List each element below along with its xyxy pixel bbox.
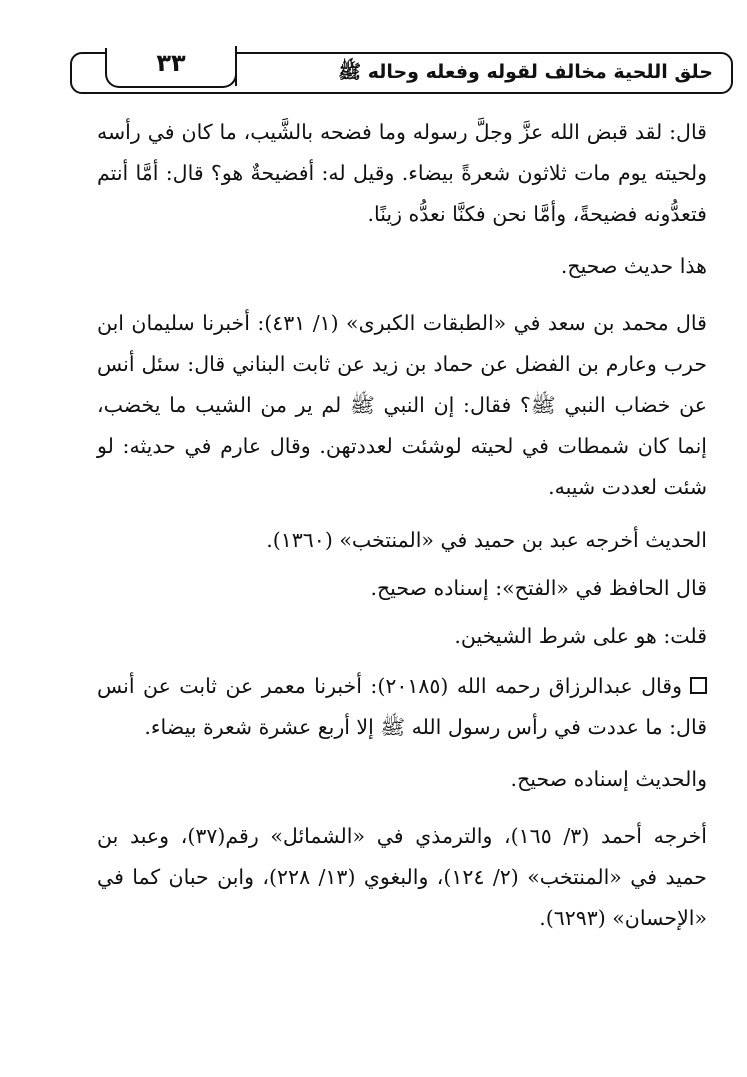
- square-bullet-icon: [690, 677, 707, 694]
- header-title: حلق اللحية مخالف لقوله وفعله وحاله ﷺ: [338, 61, 713, 83]
- paragraph-4: الحديث أخرجه عبد بن حميد في «المنتخب» (١٣٦٠).: [266, 528, 707, 552]
- paragraph-9: أخرجه أحمد (٣/ ١٦٥)، والترمذي في «الشمائل» رقم(٣٧)، وعبد بن حميد في «المنتخب» (٢/ ١٢٤)، والبغوي (١٣/ ٢٢٨)، وابن حبان كما في «الإحسان» (٦٢٩٣).: [97, 824, 707, 930]
- header-divider: [235, 46, 237, 86]
- paragraph-8: والحديث إسناده صحيح.: [510, 767, 707, 791]
- page-body: [97, 112, 707, 939]
- paragraph-5: قال الحافظ في «الفتح»: إسناده صحيح.: [370, 576, 707, 600]
- paragraph-2: هذا حديث صحيح.: [560, 254, 707, 278]
- page-number-tab: [105, 48, 237, 88]
- paragraph-1: قال: لقد قبض الله عزَّ وجلَّ رسوله وما فضحه بالشَّيب، ما كان في رأسه ولحيته يوم مات ثلاثون شعرةً بيضاء. وقيل له: أفضيحةٌ هو؟ قال: أمَّا أنتم فتعدُّونه فضيحةً، وأمَّا نحن فكنَّا نعدُّه زينًا.: [97, 120, 707, 226]
- page-number: ٣٣: [156, 49, 186, 77]
- paragraph-7: [97, 666, 707, 748]
- paragraph-7-text: وقال عبدالرزاق رحمه الله (٢٠١٨٥): أخبرنا معمر عن ثابت عن أنس قال: ما عددت في رأس رسول الله ﷺ إلا أربع عشرة شعرة بيضاء.: [97, 674, 707, 739]
- running-header: [70, 49, 733, 94]
- paragraph-3: قال محمد بن سعد في «الطبقات الكبرى» (١/ ٤٣١): أخبرنا سليمان ابن حرب وعارم بن الفضل عن حماد بن زيد عن ثابت البناني قال: سئل أنس عن خضاب النبي ﷺ؟ فقال: إن النبي ﷺ لم ير من الشيب ما يخضب، إنما كان شمطات في لحيته لوشئت لعددتهن. وقال عارم في حديثه: لو شئت لعددت شيبه.: [97, 311, 707, 499]
- paragraph-6: قلت: هو على شرط الشيخين.: [454, 624, 707, 648]
